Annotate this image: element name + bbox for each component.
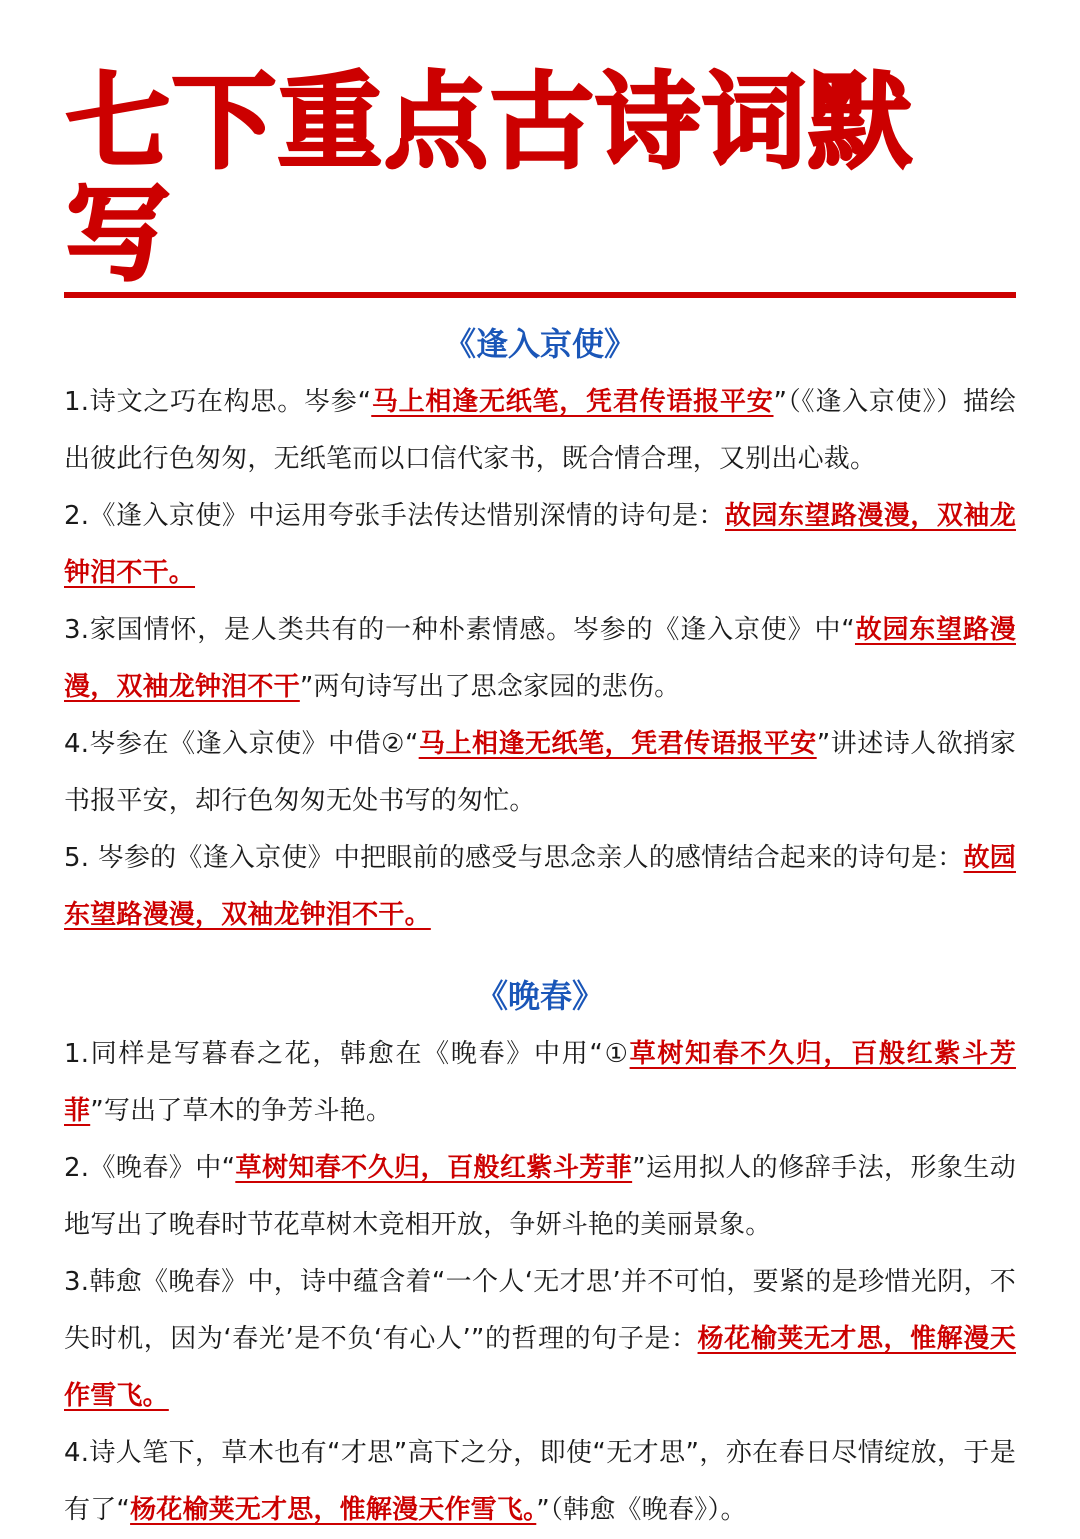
question-text: ”（《逢入京使》）描绘出彼此行色匆匆，无纸笔而以口信代家书，既合情合理，又别出心裁。 [64,387,1016,474]
section-fengrujingshi [64,314,1016,944]
question-text: 1.同样是写暮春之花，韩愈在《晚春》中用“① [64,1039,630,1069]
question-text: 2.《逢入京使》中运用夸张手法传达惜别深情的诗句是： [64,501,725,531]
question-text: 5. 岑参的《逢入京使》中把眼前的感受与思念亲人的感情结合起来的诗句是： [64,843,964,873]
title-wrapper [64,0,1016,298]
question-item [64,830,1016,944]
question-text: ”运用拟人的修辞手法，形象生动地写出了晚春时节花草树木竞相开放，争妍斗艳的美丽景象。 [64,1153,1016,1240]
question-item [64,1026,1016,1140]
answer-text: 杨花榆荚无才思，惟解漫天作雪飞。 [64,1324,1016,1411]
section-title: 《逢入京使》 [443,325,636,363]
question-text: 4.岑参在《逢入京使》中借②“ [64,729,419,759]
answer-text: 马上相逢无纸笔，凭君传语报平安 [418,729,817,759]
question-text: ”（韩愈《晚春》）。 [536,1495,747,1525]
answer-text: 故园东望路漫漫，双袖龙钟泪不干。 [64,843,1016,930]
answer-text: 草树知春不久归，百般红紫斗芳菲 [64,1039,1016,1126]
question-item [64,1254,1016,1425]
answer-text: 马上相逢无纸笔，凭君传语报平安 [371,387,774,417]
answer-text: 故园东望路漫漫，双袖龙钟泪不干 [64,615,1016,702]
question-text: ”讲述诗人欲捎家书报平安，却行色匆匆无处书写的匆忙。 [64,729,1016,816]
question-item [64,602,1016,716]
question-item [64,716,1016,830]
question-item [64,374,1016,488]
question-item [64,1140,1016,1254]
question-text: 3.家国情怀，是人类共有的一种朴素情感。岑参的《逢入京使》中“ [64,615,855,645]
answer-text: 草树知春不久归，百般红紫斗芳菲 [235,1153,633,1183]
answer-text: 杨花榆荚无才思，惟解漫天作雪飞。 [130,1495,537,1525]
answer-text: 故园东望路漫漫，双袖龙钟泪不干。 [64,501,1016,588]
section-title: 《晚春》 [475,977,604,1015]
question-text: 4.诗人笔下，草木也有“才思”高下之分，即使“无才思”，亦在春日尽情绽放，于是有了“ [64,1438,1016,1525]
question-text: 3.韩愈《晚春》中，诗中蕴含着“一个人‘无才思’并不可怕，要紧的是珍惜光阴，不失时机，因为‘春光’是不负‘有心人’”的哲理的句子是： [64,1267,1016,1354]
question-text: 2.《晚春》中“ [64,1153,236,1183]
question-text: ”两句诗写出了思念家园的悲伤。 [299,672,681,702]
section-wanchun [64,966,1016,1539]
question-text: ”写出了草木的争芳斗艳。 [90,1096,393,1126]
question-item [64,488,1016,602]
question-item [64,1425,1016,1539]
question-text: 1.诗文之巧在构思。岑参“ [64,387,372,417]
page-title: 七下重点古诗词默写 [64,66,1016,298]
